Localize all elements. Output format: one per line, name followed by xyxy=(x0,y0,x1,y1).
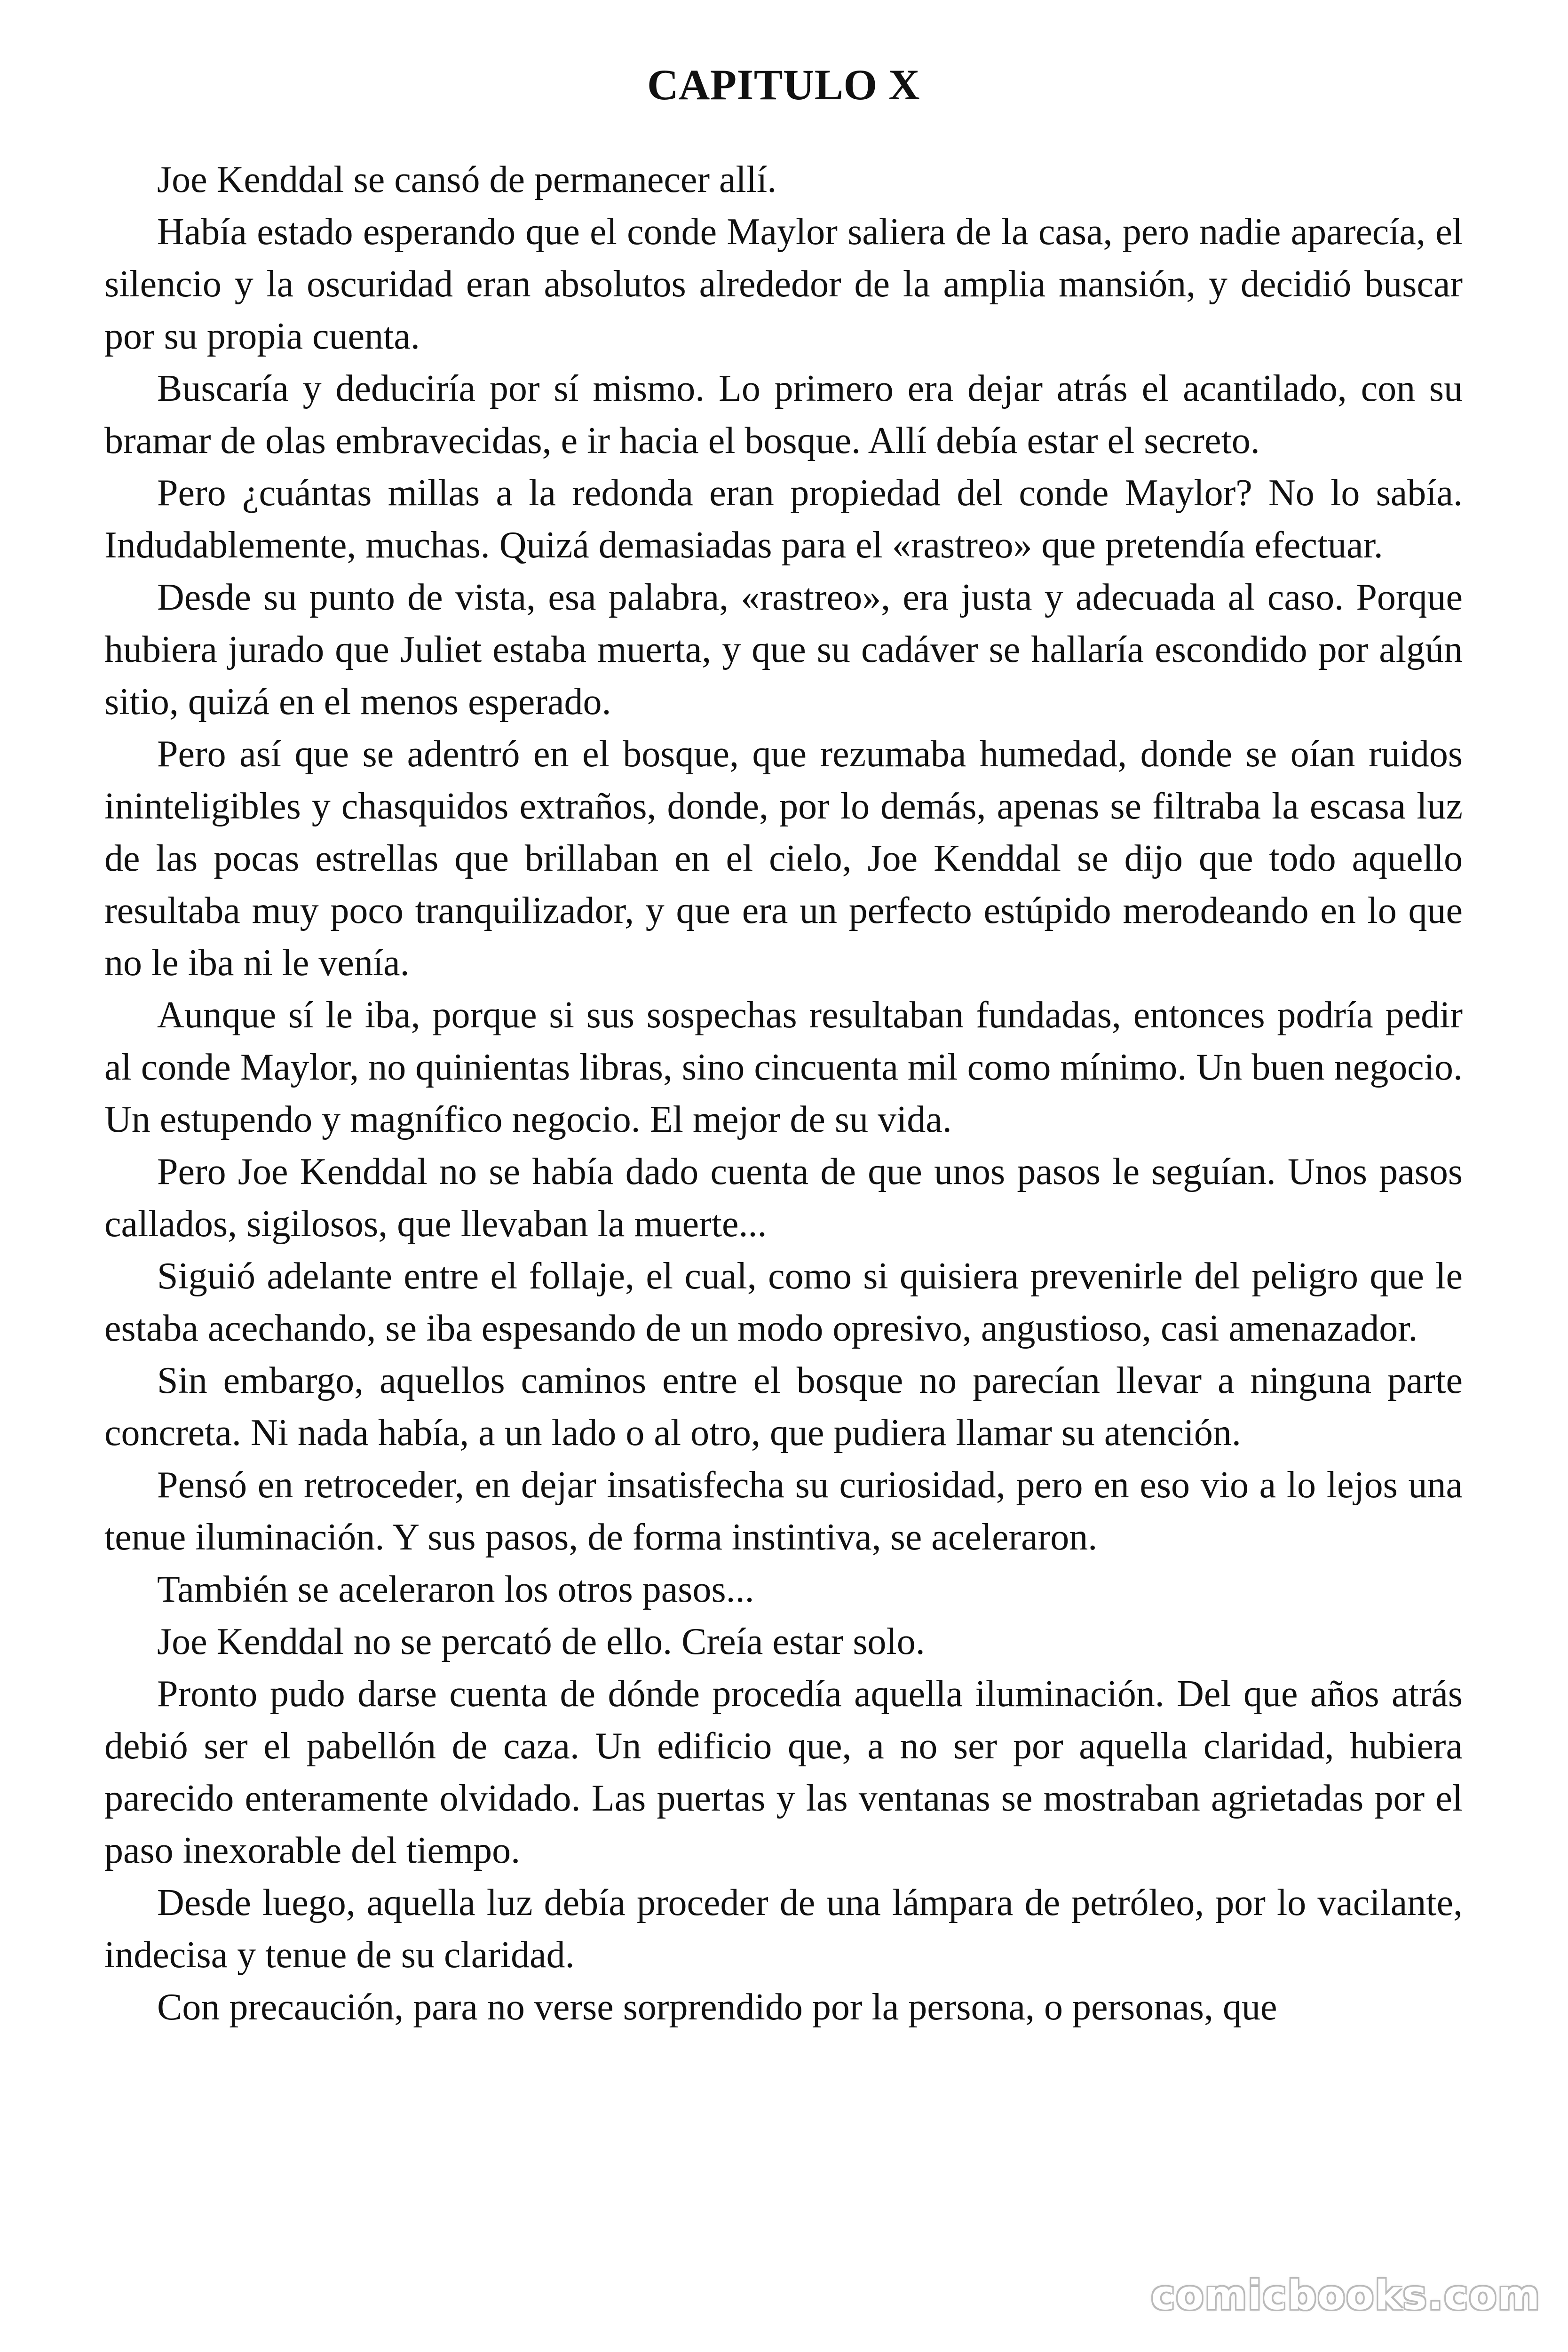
book-page xyxy=(104,61,1463,2034)
paragraph: Pero ¿cuántas millas a la redonda eran propiedad del conde Maylor? No lo sabía. Indudablemente, muchas. Quizá demasiadas para el «rastreo» que pretendía efectuar. xyxy=(104,472,1463,566)
paragraph: Con precaución, para no verse sorprendido por la persona, o personas, que xyxy=(157,1986,1277,2028)
chapter-title: CAPITULO X xyxy=(647,61,920,109)
paragraph: Siguió adelante entre el follaje, el cual, como si quisiera prevenirle del peligro que le estaba acechando, se iba espesando de un modo opresivo, angustioso, casi amenazador. xyxy=(104,1255,1463,1350)
watermark-logo: comicbooks.com xyxy=(1151,2272,1541,2319)
chapter-body xyxy=(104,154,1463,2034)
paragraph: Desde su punto de vista, esa palabra, «rastreo», era justa y adecuada al caso. Porque hubiera jurado que Juliet estaba muerta, y que su cadáver se hallaría escondido por algún sitio, quizá en el menos esperado. xyxy=(104,577,1463,723)
paragraph: Pero así que se adentró en el bosque, que rezumaba humedad, donde se oían ruidos ininteligibles y chasquidos extraños, donde, por lo demás, apenas se filtraba la escasa luz de las pocas estrellas que brillaban en el cielo, Joe Kenddal se dijo que todo aquello resultaba muy poco tranquilizador, y que era un perfecto estúpido merodeando en lo que no le iba ni le venía. xyxy=(104,733,1463,984)
paragraph: Desde luego, aquella luz debía proceder de una lámpara de petróleo, por lo vacilante, indecisa y tenue de su claridad. xyxy=(104,1882,1463,1976)
paragraph: Buscaría y deduciría por sí mismo. Lo primero era dejar atrás el acantilado, con su bramar de olas embravecidas, e ir hacia el bosque. Allí debía estar el secreto. xyxy=(104,368,1463,462)
paragraph: También se aceleraron los otros pasos... xyxy=(157,1569,754,1611)
paragraph: Pensó en retroceder, en dejar insatisfecha su curiosidad, pero en eso vio a lo lejos una tenue iluminación. Y sus pasos, de forma instintiva, se aceleraron. xyxy=(104,1464,1463,1558)
paragraph: Aunque sí le iba, porque si sus sospechas resultaban fundadas, entonces podría pedir al conde Maylor, no quinientas libras, sino cincuenta mil como mínimo. Un buen negocio. Un estupendo y magnífico negocio. El mejor de su vida. xyxy=(104,994,1463,1141)
paragraph: Pero Joe Kenddal no se había dado cuenta de que unos pasos le seguían. Unos pasos callados, sigilosos, que llevaban la muerte... xyxy=(104,1151,1463,1245)
paragraph: Había estado esperando que el conde Maylor saliera de la casa, pero nadie aparecía, el silencio y la oscuridad eran absolutos alrededor de la amplia mansión, y decidió buscar por su propia cuenta. xyxy=(104,211,1463,358)
paragraph: Joe Kenddal se cansó de permanecer allí. xyxy=(157,159,777,201)
paragraph: Joe Kenddal no se percató de ello. Creía estar solo. xyxy=(157,1621,925,1663)
paragraph: Sin embargo, aquellos caminos entre el bosque no parecían llevar a ninguna parte concreta. Ni nada había, a un lado o al otro, que pudiera llamar su atención. xyxy=(104,1360,1463,1454)
paragraph: Pronto pudo darse cuenta de dónde procedía aquella iluminación. Del que años atrás debió ser el pabellón de caza. Un edificio que, a no ser por aquella claridad, hubiera parecido enteramente olvidado. Las puertas y las ventanas se mostraban agrietadas por el paso inexorable del tiempo. xyxy=(104,1673,1463,1872)
